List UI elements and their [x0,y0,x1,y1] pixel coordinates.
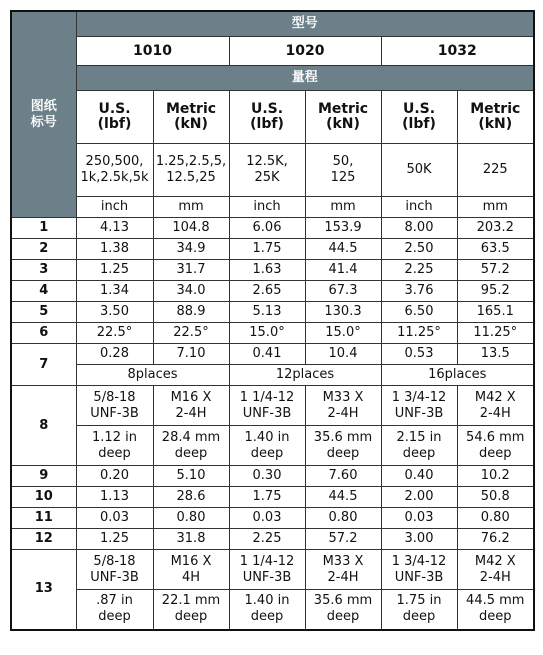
cell: 2.25 [229,529,305,550]
depth-cell: 1.12 in deep [76,426,153,466]
cell: 0.80 [153,508,229,529]
cell: 2.25 [381,260,457,281]
row-label: 6 [11,323,76,344]
depth-cell: 1.75 in deep [381,590,457,630]
row-label: 8 [11,386,76,466]
cell: 0.20 [76,466,153,487]
table-row [11,426,534,466]
cell: 11.25° [457,323,534,344]
cell: 31.8 [153,529,229,550]
table-row [11,550,534,590]
thread-cell: M16 X 4H [153,550,229,590]
range-us-1010: 250,500, 1k,2.5k,5k [76,144,153,197]
model-header: 型号 [76,11,534,37]
unit-label: inch [381,197,457,218]
depth-cell: 44.5 mm deep [457,590,534,630]
unit-metric-1020: Metric (kN) [305,91,381,144]
depth-cell: 54.6 mm deep [457,426,534,466]
cell: 44.5 [305,239,381,260]
thread-cell: 1 1/4-12 UNF-3B [229,386,305,426]
row-label: 1 [11,218,76,239]
drawing-number-header: 图纸 标号 [11,11,76,218]
cell: 0.53 [381,344,457,365]
cell: 0.03 [381,508,457,529]
cell: 165.1 [457,302,534,323]
places-cell: 8places [76,365,229,386]
row-label: 3 [11,260,76,281]
table-row [11,302,534,323]
cell: 7.60 [305,466,381,487]
cell: 3.76 [381,281,457,302]
depth-cell: 1.40 in deep [229,590,305,630]
cell: 15.0° [229,323,305,344]
places-cell: 12places [229,365,381,386]
unit-us-1010: U.S. (lbf) [76,91,153,144]
cell: 11.25° [381,323,457,344]
dimension-spec-table [10,10,535,631]
thread-cell: M33 X 2-4H [305,386,381,426]
range-us-1032: 50K [381,144,457,197]
range-us-1020: 12.5K, 25K [229,144,305,197]
row-label: 4 [11,281,76,302]
depth-cell: 2.15 in deep [381,426,457,466]
table-row [11,218,534,239]
spec-table-container [10,10,535,631]
cell: 0.30 [229,466,305,487]
cell: 95.2 [457,281,534,302]
cell: 1.63 [229,260,305,281]
unit-label: inch [76,197,153,218]
cell: 2.50 [381,239,457,260]
cell: 3.50 [76,302,153,323]
depth-cell: 28.4 mm deep [153,426,229,466]
thread-cell: 5/8-18 UNF-3B [76,550,153,590]
cell: 0.80 [305,508,381,529]
cell: 76.2 [457,529,534,550]
cell: 0.03 [76,508,153,529]
cell: 1.34 [76,281,153,302]
cell: 0.03 [229,508,305,529]
cell: 1.25 [76,529,153,550]
table-row [11,344,534,365]
cell: 34.9 [153,239,229,260]
cell: 2.65 [229,281,305,302]
unit-metric-1032: Metric (kN) [457,91,534,144]
cell: 13.5 [457,344,534,365]
cell: 50.8 [457,487,534,508]
cell: 7.10 [153,344,229,365]
row-label: 11 [11,508,76,529]
table-row [11,590,534,630]
depth-cell: 35.6 mm deep [305,590,381,630]
cell: 6.50 [381,302,457,323]
cell: 22.5° [76,323,153,344]
cell: 1.75 [229,487,305,508]
cell: 88.9 [153,302,229,323]
row-label: 2 [11,239,76,260]
table-row [11,323,534,344]
table-row [11,239,534,260]
cell: 67.3 [305,281,381,302]
cell: 34.0 [153,281,229,302]
depth-cell: .87 in deep [76,590,153,630]
table-row [11,466,534,487]
cell: 5.13 [229,302,305,323]
thread-cell: M42 X 2-4H [457,386,534,426]
cell: 31.7 [153,260,229,281]
row-label: 12 [11,529,76,550]
depth-cell: 35.6 mm deep [305,426,381,466]
cell: 203.2 [457,218,534,239]
model-1010: 1010 [76,37,229,66]
thread-cell: 1 1/4-12 UNF-3B [229,550,305,590]
cell: 15.0° [305,323,381,344]
model-1020: 1020 [229,37,381,66]
range-metric-1010: 1.25,2.5,5, 12.5,25 [153,144,229,197]
unit-label: mm [305,197,381,218]
row-label: 7 [11,344,76,386]
thread-cell: 1 3/4-12 UNF-3B [381,386,457,426]
unit-us-1032: U.S. (lbf) [381,91,457,144]
cell: 2.00 [381,487,457,508]
table-row [11,281,534,302]
row-label: 9 [11,466,76,487]
cell: 8.00 [381,218,457,239]
cell: 41.4 [305,260,381,281]
row-label: 13 [11,550,76,630]
cell: 63.5 [457,239,534,260]
unit-label: mm [153,197,229,218]
cell: 0.28 [76,344,153,365]
thread-cell: M42 X 2-4H [457,550,534,590]
cell: 1.75 [229,239,305,260]
table-row [11,365,534,386]
range-metric-1032: 225 [457,144,534,197]
cell: 130.3 [305,302,381,323]
model-1032: 1032 [381,37,534,66]
table-row [11,386,534,426]
thread-cell: 5/8-18 UNF-3B [76,386,153,426]
table-row [11,487,534,508]
thread-cell: M33 X 2-4H [305,550,381,590]
cell: 10.4 [305,344,381,365]
unit-label: mm [457,197,534,218]
cell: 44.5 [305,487,381,508]
cell: 0.41 [229,344,305,365]
cell: 6.06 [229,218,305,239]
cell: 0.80 [457,508,534,529]
cell: 104.8 [153,218,229,239]
thread-cell: 1 3/4-12 UNF-3B [381,550,457,590]
unit-label: inch [229,197,305,218]
cell: 57.2 [457,260,534,281]
cell: 1.13 [76,487,153,508]
places-cell: 16places [381,365,534,386]
cell: 5.10 [153,466,229,487]
cell: 1.38 [76,239,153,260]
cell: 153.9 [305,218,381,239]
range-header: 量程 [76,66,534,91]
cell: 28.6 [153,487,229,508]
table-row [11,529,534,550]
cell: 0.40 [381,466,457,487]
cell: 3.00 [381,529,457,550]
table-row [11,260,534,281]
range-metric-1020: 50, 125 [305,144,381,197]
cell: 22.5° [153,323,229,344]
row-label: 5 [11,302,76,323]
thread-cell: M16 X 2-4H [153,386,229,426]
depth-cell: 22.1 mm deep [153,590,229,630]
row-label: 10 [11,487,76,508]
cell: 1.25 [76,260,153,281]
unit-metric-1010: Metric (kN) [153,91,229,144]
table-row [11,508,534,529]
cell: 10.2 [457,466,534,487]
cell: 4.13 [76,218,153,239]
cell: 57.2 [305,529,381,550]
unit-us-1020: U.S. (lbf) [229,91,305,144]
depth-cell: 1.40 in deep [229,426,305,466]
